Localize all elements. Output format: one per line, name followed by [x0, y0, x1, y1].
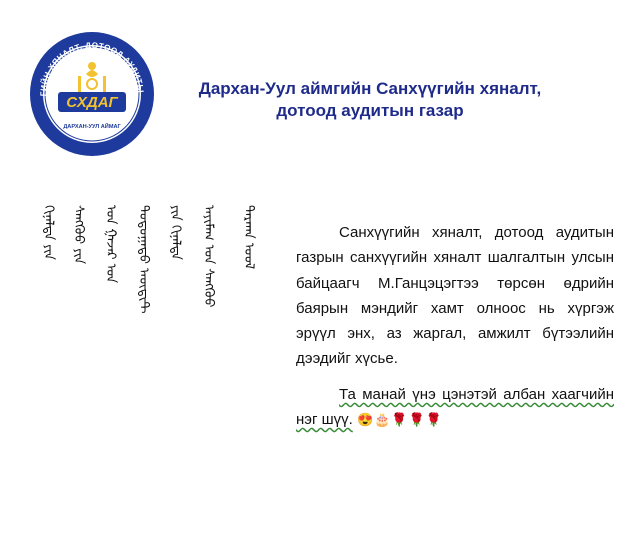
greeting-paragraph-2	[296, 382, 614, 433]
mongolian-column: ᠳᠠᠷᠬᠠᠨ ᠤᠤᠯ	[241, 205, 256, 270]
logo-center-text: СХДАГ	[66, 94, 118, 111]
greeting-paragraph-1: Санхүүгийн хяналт, дотоод аудитын газрын санхүүгийн хяналт шалгалтын улсын байцаагч М.Ганцэцэгтээ төрсөн өдрийн баярын мэндийг хамт олноос нь хүргэж эрүүл энх, аз жаргал, амжилт бүтээлийн дээдийг хүсье.	[296, 224, 614, 368]
logo-emblem-icon	[28, 30, 156, 158]
mongolian-column: ᠬᠢᠨᠠᠯᠲᠠ ᠶᠢᠨ	[41, 205, 56, 260]
mongolian-column: ᠰᠠᠩᠬᠦᠦ ᠶᠢᠨ	[71, 205, 86, 264]
page-heading	[160, 78, 580, 122]
mongolian-column: ᠶᠢᠨ ᠬᠢᠨᠠᠯᠲᠠ	[168, 205, 183, 260]
heading-line-2: дотоод аудитын газар	[276, 101, 464, 120]
emoji-icons: 😍🎂🌹🌹🌹	[356, 412, 443, 428]
greeting-paragraph-2-text: Та манай үнэ цэнэтэй албан хаагчийн нэг шүү.	[296, 385, 614, 429]
mongolian-script-block	[40, 205, 275, 505]
mongolian-column: ᠤᠨ ᠭᠠᠵᠠᠷ ᠤᠨ	[103, 205, 118, 284]
mongolian-column: ᠳᠣᠲᠣᠭᠠᠳᠤ ᠠᠦ᠋ᠳᠢᠲ	[136, 205, 151, 314]
organization-logo	[28, 30, 156, 158]
heading-line-1: Дархан-Уул аймгийн Санхүүгийн хяналт,	[198, 79, 542, 98]
greeting-text	[296, 220, 614, 442]
mongolian-column: ᠠᠶᠢᠮᠠᠭ ᠤᠨ ᠰᠠᠩᠬᠦᠦ	[201, 205, 216, 308]
logo-ring-text: ГИЙН ХЯНАЛТ, ДОТООД АУДИТЫ	[38, 40, 146, 97]
logo-bottom-text: ДАРХАН-УУЛ АЙМАГ	[63, 124, 121, 130]
